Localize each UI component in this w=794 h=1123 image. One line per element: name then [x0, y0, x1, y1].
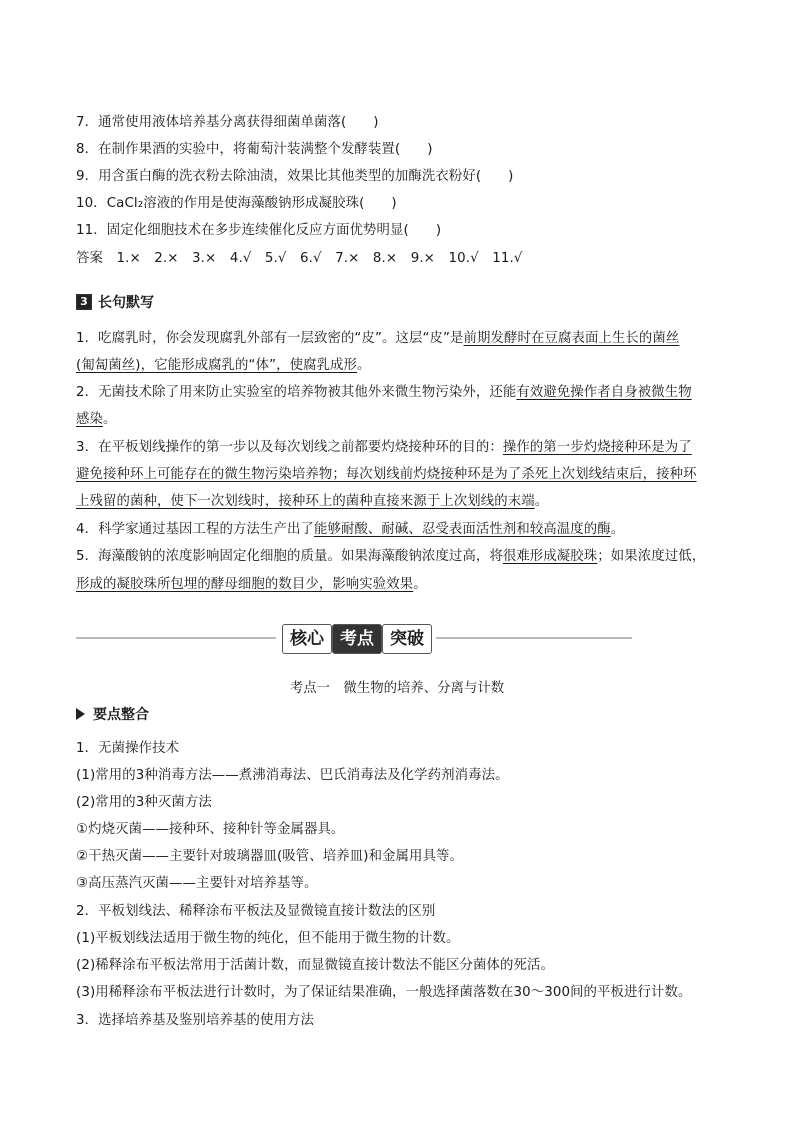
body-line: 2．平板划线法、稀释涂布平板法及显微镜直接计数法的区别 [76, 904, 436, 919]
yaodian-title: 要点整合 [93, 707, 149, 723]
judge-item-10: 10．CaCl₂溶液的作用是使海藻酸钠形成凝胶珠( ) [76, 196, 397, 211]
section-3-header [76, 292, 154, 312]
answer-underline: 很难形成凝胶珠 [502, 549, 598, 564]
body-line: 1．无菌操作技术 [76, 741, 180, 756]
answer-underline: 操作的第一步灼烧接种环是为了 [502, 440, 692, 455]
section-banner [76, 622, 632, 654]
section-title: 长句默写 [98, 295, 154, 311]
long-item-1-line-1: 1．吃腐乳时，你会发现腐乳外部有一层致密的“皮”。这层“皮”是前期发酵时在豆腐表面上生长的菌丝 [76, 331, 680, 346]
body-line: ①灼烧灭菌——接种环、接种针等金属器具。 [76, 822, 345, 837]
answer-underline: 感染 [76, 412, 103, 427]
body-line: ②干热灭菌——主要针对玻璃器皿(吸管、培养皿)和金属用具等。 [76, 849, 463, 864]
kaodian-title: 考点一 微生物的培养、分离与计数 [289, 681, 505, 696]
answer-underline: (匍匐菌丝)，它能形成腐乳的“体”，使腐乳成形 [76, 358, 358, 373]
banner-left-box: 核心 [282, 624, 332, 654]
yaodian-header [76, 704, 149, 724]
body-line: (2)稀释涂布平板法常用于活菌计数，而显微镜直接计数法不能区分菌体的死活。 [76, 958, 554, 973]
banner-right-rule [436, 637, 632, 639]
answer-underline: 有效避免操作者自身被微生物 [516, 385, 692, 400]
answer-underline: 能够耐酸、耐碱、忍受表面活性剂和较高温度的酶 [313, 522, 611, 537]
banner-right-box: 突破 [382, 624, 432, 654]
long-item-3-line-1: 3．在平板划线操作的第一步以及每次划线之前都要灼烧接种环的目的：操作的第一步灼烧接种环是为了 [76, 440, 692, 455]
long-item-2-line-1: 2．无菌技术除了用来防止实验室的培养物被其他外来微生物污染外，还能有效避免操作者自身被微生物 [76, 385, 692, 400]
banner-left-rule [76, 637, 276, 639]
long-item-5-line-1: 5．海藻酸钠的浓度影响固定化细胞的质量。如果海藻酸钠浓度过高，将很难形成凝胶珠；如果浓度过低， [76, 549, 706, 564]
answer-underline: 避免接种环上可能存在的微生物污染培养物；每次划线前灼烧接种环是为了杀死上次划线结束后，接种环 [76, 467, 697, 482]
answer-underline: 前期发酵时在豆腐表面上生长的菌丝 [463, 331, 680, 346]
body-line: (1)平板划线法适用于微生物的纯化，但不能用于微生物的计数。 [76, 931, 460, 946]
long-item-1-line-2: (匍匐菌丝)，它能形成腐乳的“体”，使腐乳成形。 [76, 358, 371, 373]
judge-item-11: 11．固定化细胞技术在多步连续催化反应方面优势明显( ) [76, 223, 442, 238]
body-line: 3．选择培养基及鉴别培养基的使用方法 [76, 1013, 314, 1028]
judge-item-9: 9．用含蛋白酶的洗衣粉去除油渍，效果比其他类型的加酶洗衣粉好( ) [76, 169, 514, 184]
answer-underline: 形成的凝胶珠所包埋的酵母细胞的数目少，影响实验效果 [76, 577, 414, 592]
banner-mid-box: 考点 [332, 624, 382, 654]
body-line: ③高压蒸汽灭菌——主要针对培养基等。 [76, 876, 318, 891]
long-item-5-line-2: 形成的凝胶珠所包埋的酵母细胞的数目少，影响实验效果。 [76, 577, 427, 592]
long-item-4: 4．科学家通过基因工程的方法生产出了能够耐酸、耐碱、忍受表面活性剂和较高温度的酶。 [76, 522, 625, 537]
body-line: (2)常用的3种灭菌方法 [76, 795, 212, 810]
section-number-badge: 3 [76, 294, 92, 310]
long-item-3-line-2 [76, 466, 697, 484]
body-line: (1)常用的3种消毒方法——煮沸消毒法、巴氏消毒法及化学药剂消毒法。 [76, 768, 509, 783]
judge-item-8: 8．在制作果酒的实验中，将葡萄汁装满整个发酵装置( ) [76, 142, 433, 157]
play-triangle-icon [76, 708, 85, 720]
answer-line: 答案 1.× 2.× 3.× 4.√ 5.√ 6.√ 7.× 8.× 9.× 10.√ 11.√ [76, 251, 523, 266]
long-item-3-line-3: 上残留的菌种，使下一次划线时，接种环上的菌种直接来源于上次划线的末端。 [76, 494, 549, 509]
judge-item-7: 7．通常使用液体培养基分离获得细菌单菌落( ) [76, 115, 379, 130]
answer-underline: 上残留的菌种，使下一次划线时，接种环上的菌种直接来源于上次划线的末端 [76, 494, 535, 509]
body-line: (3)用稀释涂布平板法进行计数时，为了保证结果准确，一般选择菌落数在30～300间的平板进行计数。 [76, 985, 692, 1000]
long-item-2-line-2: 感染。 [76, 412, 117, 427]
